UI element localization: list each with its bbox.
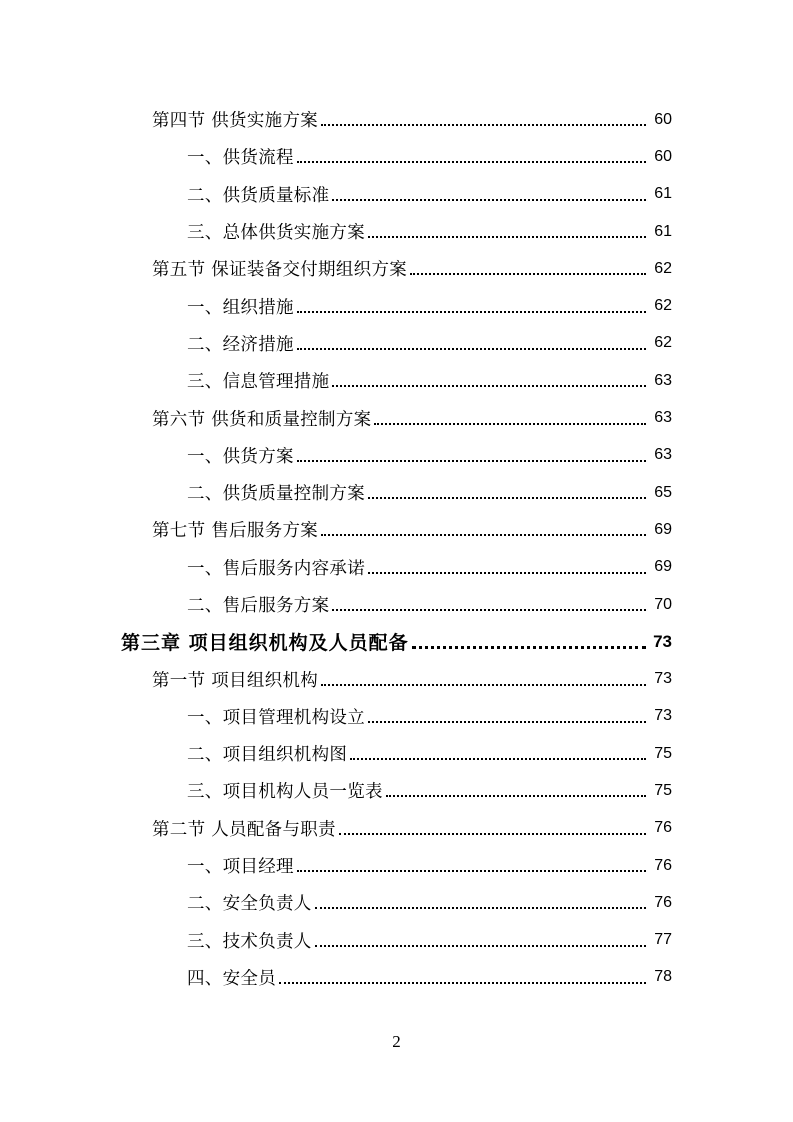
toc-entry-page: 75 bbox=[654, 744, 672, 762]
toc-entry-item[interactable] bbox=[0, 474, 793, 511]
dot-leader bbox=[315, 944, 646, 947]
toc-entry-section[interactable] bbox=[0, 660, 793, 697]
toc-entry-title: 四、安全员 bbox=[187, 965, 279, 990]
toc-entry-page: 77 bbox=[654, 931, 672, 949]
dot-leader bbox=[368, 235, 646, 238]
toc-entry-item[interactable] bbox=[0, 362, 793, 399]
toc-entry-page: 73 bbox=[654, 707, 672, 725]
dot-leader bbox=[297, 347, 646, 350]
toc-entry-page: 69 bbox=[654, 558, 672, 576]
toc-entry-title: 一、项目管理机构设立 bbox=[187, 704, 368, 729]
toc-entry-page: 73 bbox=[653, 631, 672, 651]
dot-leader bbox=[297, 869, 646, 872]
toc-entry-item[interactable] bbox=[0, 586, 793, 623]
toc-entry-title: 第五节 保证装备交付期组织方案 bbox=[152, 256, 410, 281]
toc-entry-section[interactable] bbox=[0, 810, 793, 847]
toc-entry-title: 二、供货质量控制方案 bbox=[187, 480, 368, 505]
toc-entry-item[interactable] bbox=[0, 287, 793, 324]
toc-entry-page: 76 bbox=[654, 893, 672, 911]
dot-leader bbox=[374, 422, 646, 425]
dot-leader bbox=[412, 645, 646, 649]
toc-entry-chapter[interactable] bbox=[0, 623, 793, 660]
toc-entry-page: 75 bbox=[654, 781, 672, 799]
toc-entry-title: 二、经济措施 bbox=[187, 331, 297, 356]
toc-entry-title: 一、供货流程 bbox=[187, 144, 297, 169]
dot-leader bbox=[332, 384, 646, 387]
toc-entry-title: 一、项目经理 bbox=[187, 853, 297, 878]
toc-entry-item[interactable] bbox=[0, 698, 793, 735]
toc-entry-item[interactable] bbox=[0, 847, 793, 884]
dot-leader bbox=[332, 608, 646, 611]
toc-entry-page: 69 bbox=[654, 520, 672, 538]
toc-entry-item[interactable] bbox=[0, 922, 793, 959]
table-of-contents bbox=[0, 101, 793, 996]
dot-leader bbox=[386, 794, 646, 797]
toc-entry-title: 第一节 项目组织机构 bbox=[152, 667, 321, 692]
toc-entry-page: 62 bbox=[654, 334, 672, 352]
toc-entry-section[interactable] bbox=[0, 399, 793, 436]
toc-entry-title: 第三章 项目组织机构及人员配备 bbox=[121, 628, 412, 655]
toc-entry-item[interactable] bbox=[0, 884, 793, 921]
toc-entry-title: 二、项目组织机构图 bbox=[187, 741, 350, 766]
toc-entry-item[interactable] bbox=[0, 176, 793, 213]
toc-entry-page: 73 bbox=[654, 670, 672, 688]
toc-entry-page: 61 bbox=[654, 185, 672, 203]
toc-entry-title: 第四节 供货实施方案 bbox=[152, 107, 321, 132]
toc-entry-section[interactable] bbox=[0, 101, 793, 138]
toc-entry-page: 78 bbox=[654, 968, 672, 986]
page-number: 2 bbox=[392, 1032, 401, 1051]
toc-entry-item[interactable] bbox=[0, 437, 793, 474]
dot-leader bbox=[332, 198, 646, 201]
toc-entry-page: 62 bbox=[654, 297, 672, 315]
toc-entry-title: 一、组织措施 bbox=[187, 294, 297, 319]
toc-entry-item[interactable] bbox=[0, 959, 793, 996]
dot-leader bbox=[297, 459, 646, 462]
dot-leader bbox=[315, 906, 646, 909]
dot-leader bbox=[321, 683, 646, 686]
toc-entry-section[interactable] bbox=[0, 250, 793, 287]
toc-entry-title: 第六节 供货和质量控制方案 bbox=[152, 406, 374, 431]
toc-entry-page: 60 bbox=[654, 110, 672, 128]
dot-leader bbox=[297, 160, 646, 163]
dot-leader bbox=[321, 123, 646, 126]
toc-entry-item[interactable] bbox=[0, 772, 793, 809]
toc-entry-title: 三、总体供货实施方案 bbox=[187, 219, 368, 244]
toc-entry-page: 63 bbox=[654, 371, 672, 389]
toc-entry-title: 二、安全负责人 bbox=[187, 890, 315, 915]
toc-entry-item[interactable] bbox=[0, 735, 793, 772]
dot-leader bbox=[368, 720, 646, 723]
toc-entry-page: 60 bbox=[654, 147, 672, 165]
toc-entry-item[interactable] bbox=[0, 213, 793, 250]
toc-entry-item[interactable] bbox=[0, 138, 793, 175]
toc-entry-title: 一、售后服务内容承诺 bbox=[187, 555, 368, 580]
toc-entry-page: 61 bbox=[654, 222, 672, 240]
toc-entry-item[interactable] bbox=[0, 325, 793, 362]
dot-leader bbox=[339, 832, 646, 835]
dot-leader bbox=[297, 310, 646, 313]
dot-leader bbox=[321, 533, 646, 536]
toc-entry-title: 三、技术负责人 bbox=[187, 928, 315, 953]
toc-entry-page: 63 bbox=[654, 446, 672, 464]
dot-leader bbox=[368, 571, 646, 574]
toc-entry-item[interactable] bbox=[0, 549, 793, 586]
dot-leader bbox=[279, 981, 646, 984]
toc-entry-page: 70 bbox=[654, 595, 672, 613]
toc-entry-page: 76 bbox=[654, 856, 672, 874]
toc-entry-page: 76 bbox=[654, 819, 672, 837]
toc-entry-title: 三、项目机构人员一览表 bbox=[187, 778, 386, 803]
toc-entry-page: 62 bbox=[654, 259, 672, 277]
toc-entry-page: 65 bbox=[654, 483, 672, 501]
toc-entry-title: 二、供货质量标准 bbox=[187, 182, 332, 207]
dot-leader bbox=[368, 496, 646, 499]
toc-entry-title: 第七节 售后服务方案 bbox=[152, 517, 321, 542]
toc-entry-title: 三、信息管理措施 bbox=[187, 368, 332, 393]
dot-leader bbox=[410, 272, 646, 275]
toc-entry-title: 第二节 人员配备与职责 bbox=[152, 816, 339, 841]
toc-entry-title: 一、供货方案 bbox=[187, 443, 297, 468]
dot-leader bbox=[350, 757, 646, 760]
toc-entry-title: 二、售后服务方案 bbox=[187, 592, 332, 617]
toc-entry-page: 63 bbox=[654, 409, 672, 427]
toc-entry-section[interactable] bbox=[0, 511, 793, 548]
